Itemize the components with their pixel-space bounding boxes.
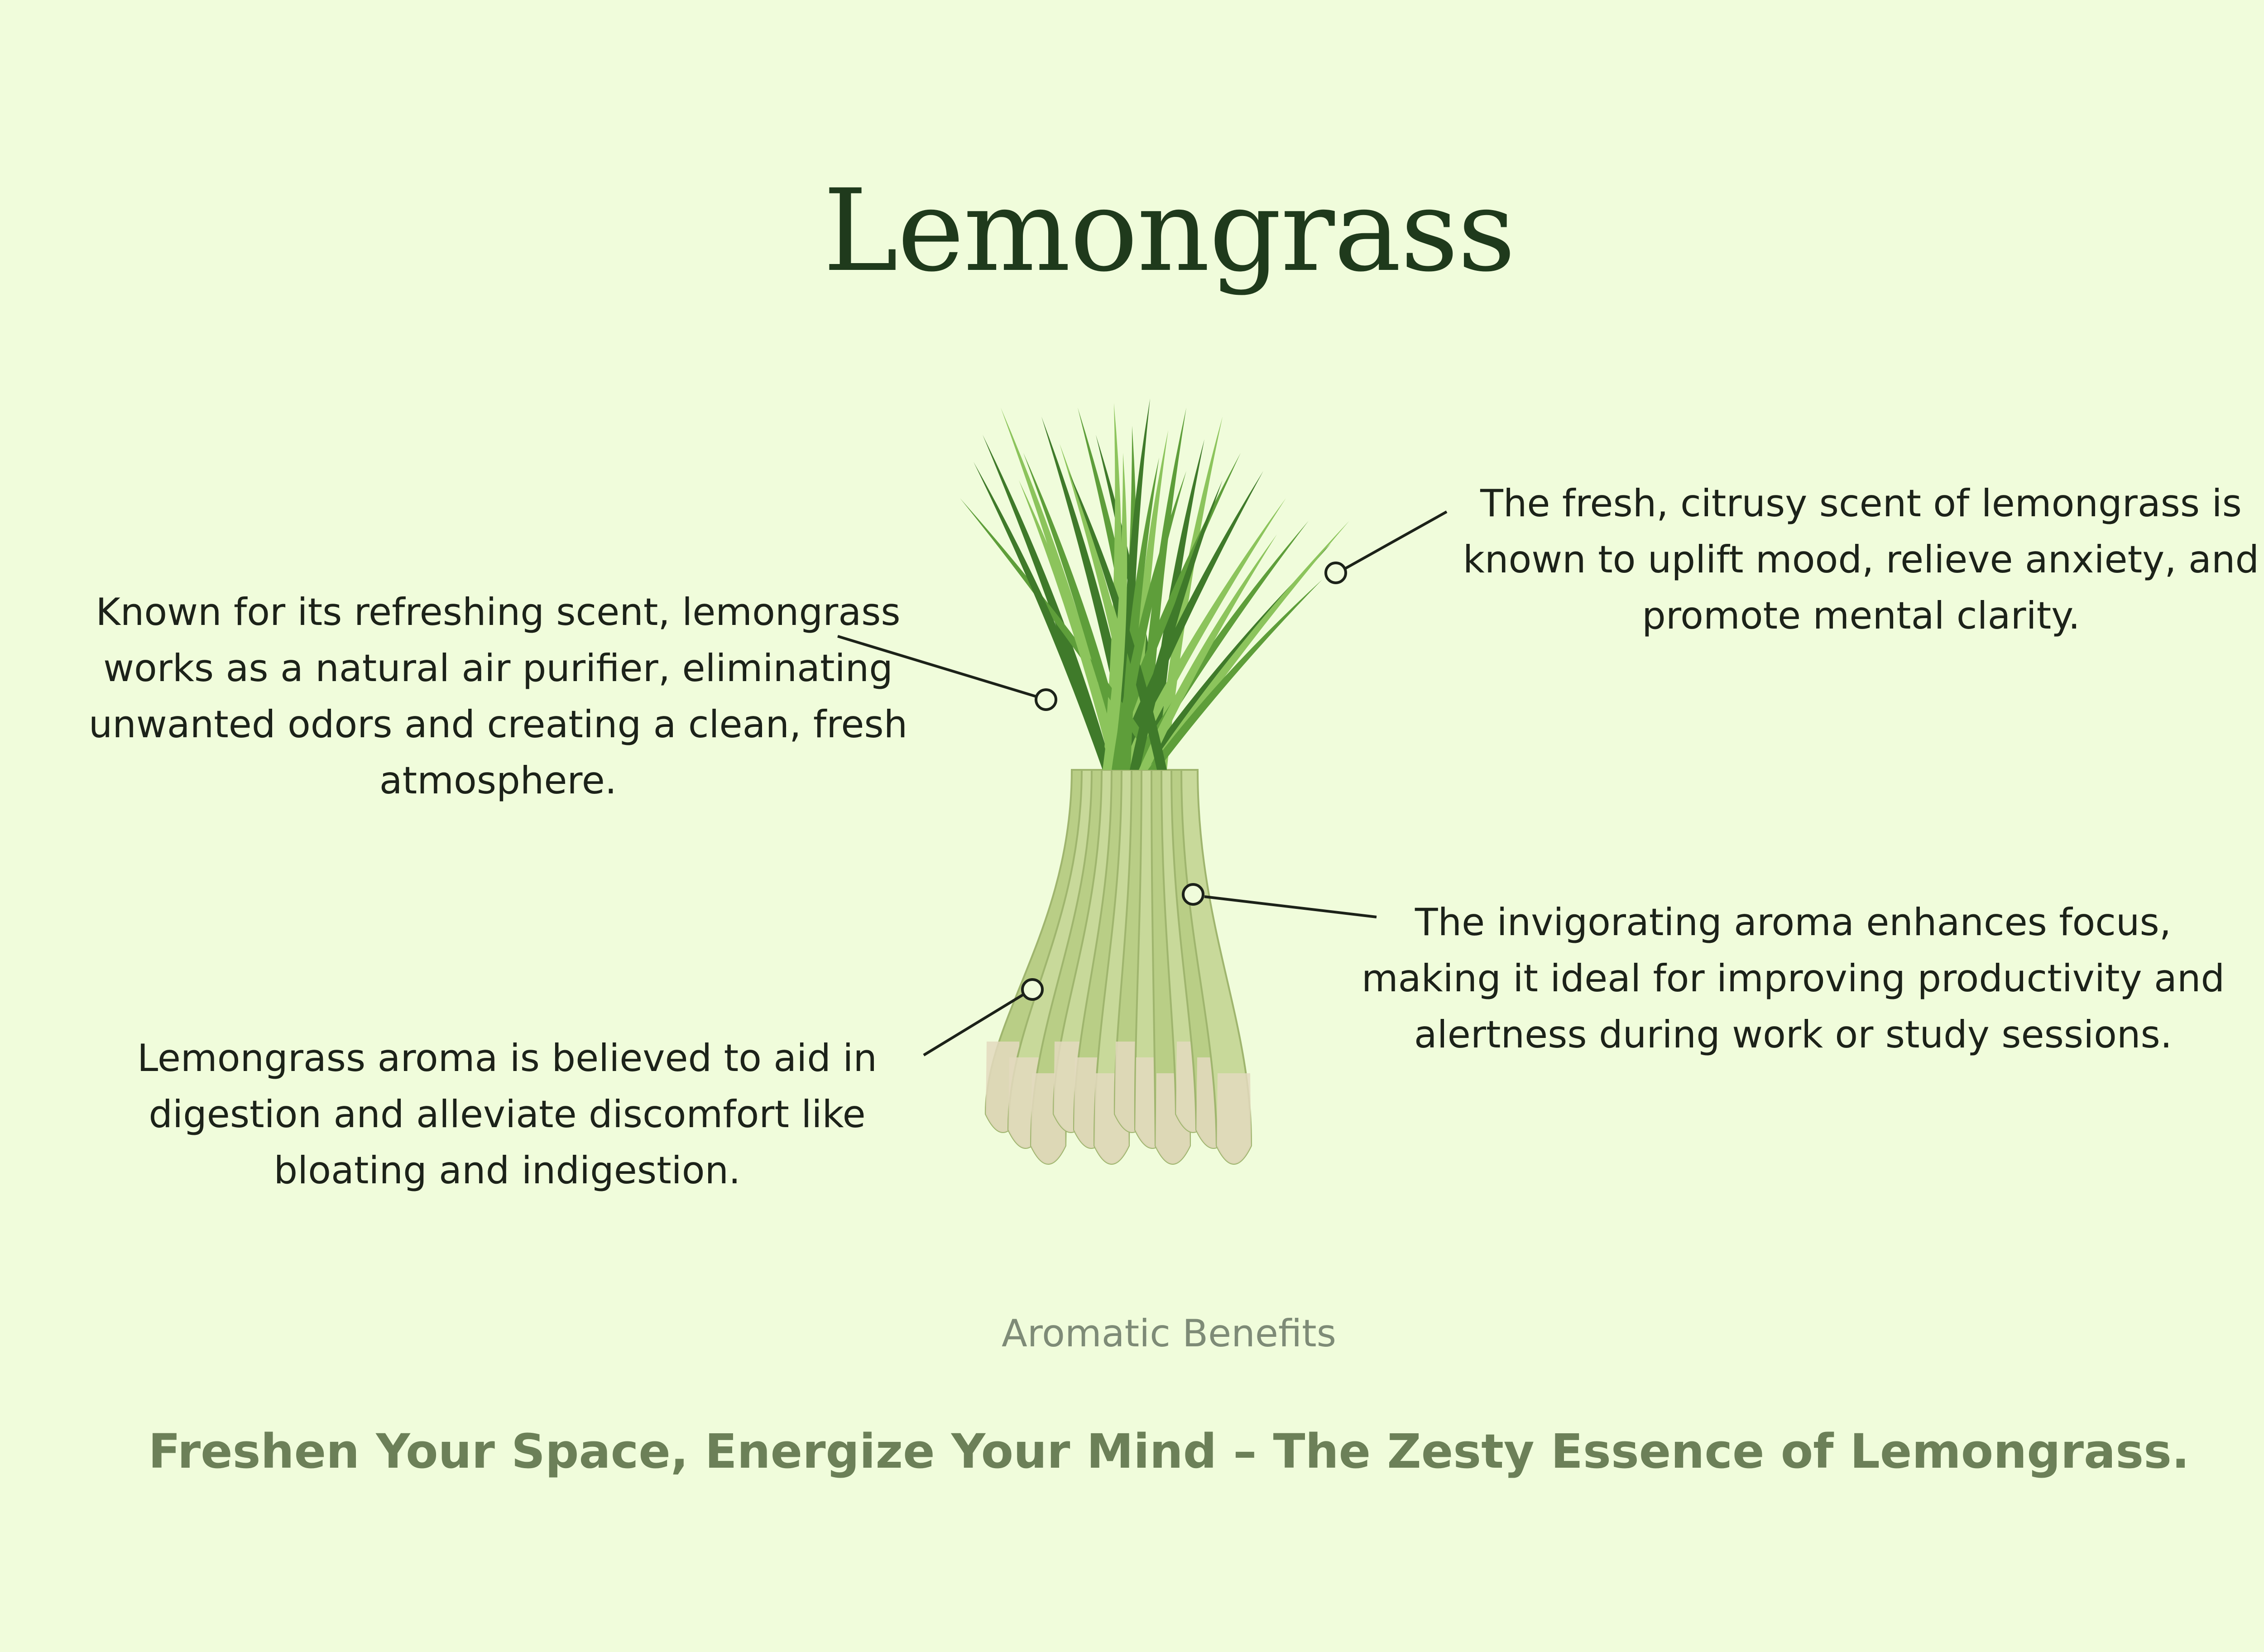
callout-dot-air-purifier (1036, 690, 1056, 710)
annotation-digestion: Lemongrass aroma is believed to aid in digestion and alleviate discomfort like bloating and indigestion. (137, 1036, 877, 1192)
lemongrass-stalk-base (1217, 1073, 1251, 1164)
annotation-focus: The invigorating aroma enhances focus, making it ideal for improving productivity and alertness during work or study sessions. (1361, 900, 2225, 1057)
page-title: Lemongrass (823, 165, 1515, 297)
callout-dot-digestion (1022, 980, 1042, 999)
callout-dot-focus (1183, 884, 1203, 904)
annotation-mood: The fresh, citrusy scent of lemongrass is known to uplift mood, relieve anxiety, and promote mental clarity. (1463, 481, 2259, 638)
tagline: Freshen Your Space, Energize Your Mind – The Zesty Essence of Lemongrass. (148, 1424, 2190, 1479)
callout-dot-mood (1326, 563, 1346, 583)
annotation-air-purifier: Known for its refreshing scent, lemongrass works as a natural air purifier, eliminating unwanted odors and creating a clean, fresh atmosphere. (88, 590, 908, 802)
section-subtitle: Aromatic Benefits (1002, 1311, 1336, 1355)
